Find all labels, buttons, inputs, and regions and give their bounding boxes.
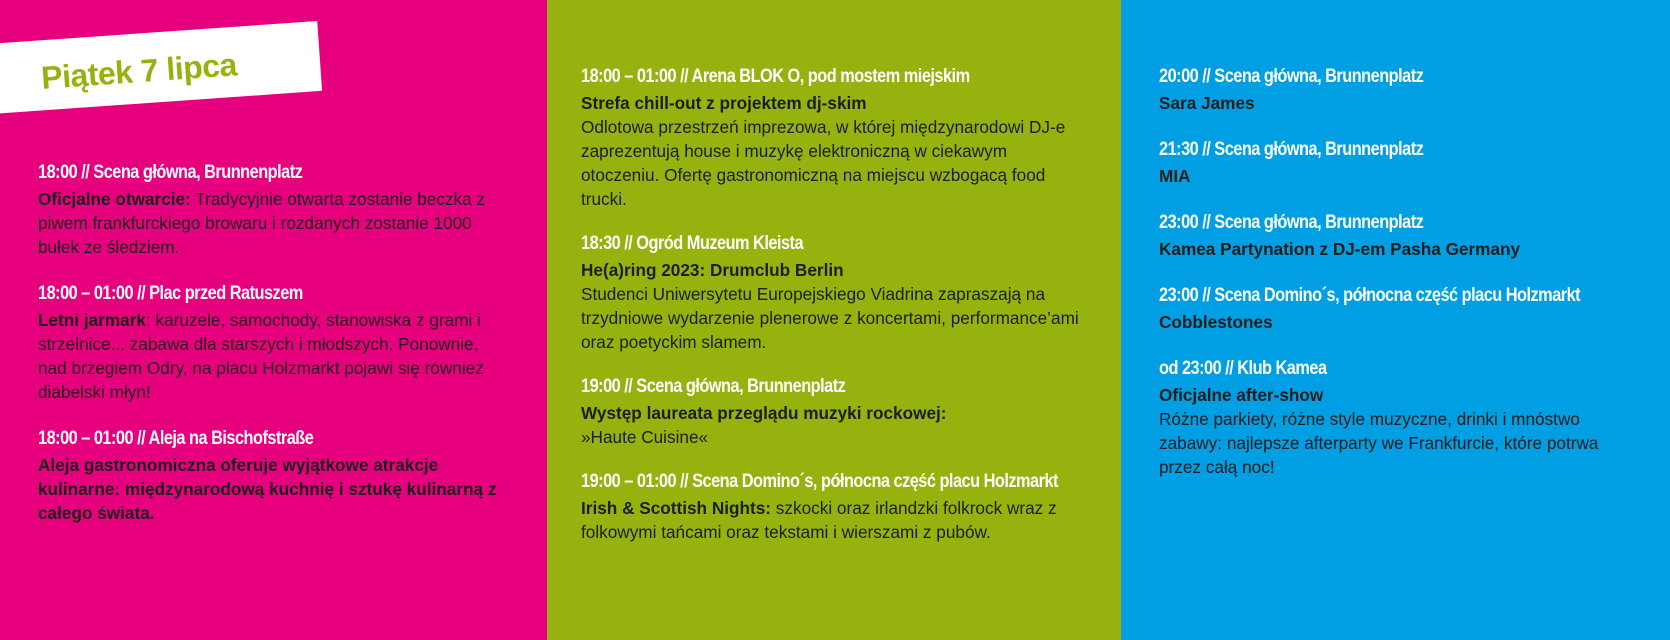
event-title: Sara James xyxy=(1159,93,1255,113)
event-item xyxy=(1159,358,1630,479)
event-time-venue: 23:00 // Scena główna, Brunnenplatz xyxy=(1159,212,1424,233)
event-text: szkocki oraz irlandzki folkrock wraz z folkowymi tańcami oraz tekstami i wierszami z pubów. xyxy=(581,498,1057,542)
event-description xyxy=(1159,237,1629,261)
event-title: MIA xyxy=(1159,166,1191,186)
event-item xyxy=(1159,212,1630,261)
event-text: Studenci Uniwersytetu Europejskiego Viadrina zapraszają na trzydniowe wydarzenie plenerowe z koncertami, performance’ami oraz poetyckim slamem. xyxy=(581,284,1079,352)
event-item xyxy=(38,283,507,404)
event-time-venue: 18:00 – 01:00 // Plac przed Ratuszem xyxy=(38,283,303,304)
event-title: Kamea Partynation z DJ-em Pasha Germany xyxy=(1159,239,1521,259)
event-item xyxy=(581,471,1081,544)
event-description xyxy=(38,308,507,404)
event-text: Tradycyjnie otwarta zostanie beczka z piwem frankfurckiego browaru i rozdanych zostanie 1000 bułek ze śledziem. xyxy=(38,189,486,257)
event-time-venue: 20:00 // Scena główna, Brunnenplatz xyxy=(1159,66,1424,87)
event-item xyxy=(1159,139,1630,188)
event-text: »Haute Cuisine« xyxy=(581,427,709,447)
event-description xyxy=(38,187,507,259)
right-events-list xyxy=(1159,66,1630,503)
event-description xyxy=(1159,310,1629,334)
event-title: Oficjalne otwarcie: xyxy=(38,189,191,209)
event-title: Letni jarmark xyxy=(38,310,146,330)
middle-column xyxy=(547,0,1121,640)
event-item xyxy=(581,66,1081,211)
event-time-venue: 18:00 – 01:00 // Arena BLOK O, pod mostem miejskim xyxy=(581,66,970,87)
event-description xyxy=(581,401,1081,449)
event-description xyxy=(38,453,507,525)
event-item xyxy=(581,233,1081,354)
event-text: Różne parkiety, różne style muzyczne, drinki i mnóstwo zabawy: najlepsze afterparty we Frankfurcie, które potrwa przez całą noc! xyxy=(1159,409,1599,477)
event-item xyxy=(1159,285,1630,334)
event-description xyxy=(581,258,1081,354)
right-column xyxy=(1121,0,1670,640)
event-time-venue: 18:00 – 01:00 // Aleja na Bischofstraße xyxy=(38,428,314,449)
event-time-venue: 23:00 // Scena Domino´s, północna część placu Holzmarkt xyxy=(1159,285,1581,306)
event-description xyxy=(1159,164,1629,188)
event-description xyxy=(581,91,1081,211)
event-title: Strefa chill-out z projektem dj-skim xyxy=(581,93,867,113)
day-title: Piątek 7 lipca xyxy=(40,46,238,96)
event-text: : karuzele, samochody, stanowiska z grami i strzelnice... zabawa dla starszych i młodszych. Ponownie, nad brzegiem Odry, na placu Holzmarkt pojawi się również diabelski młyn! xyxy=(38,310,484,402)
event-title: Oficjalne after-show xyxy=(1159,385,1324,405)
event-title: Cobblestones xyxy=(1159,312,1273,332)
event-title: Irish & Scottish Nights: xyxy=(581,498,772,518)
event-time-venue: 18:30 // Ogród Muzeum Kleista xyxy=(581,233,804,254)
event-title: He(a)ring 2023: Drumclub Berlin xyxy=(581,260,844,280)
event-time-venue: 19:00 – 01:00 // Scena Domino´s, północna część placu Holzmarkt xyxy=(581,471,1058,492)
event-item xyxy=(1159,66,1630,115)
event-title: Występ laureata przeglądu muzyki rockowej: xyxy=(581,403,947,423)
friday-column xyxy=(0,0,547,640)
event-time-venue: od 23:00 // Klub Kamea xyxy=(1159,358,1327,379)
friday-events-list xyxy=(38,162,507,549)
event-item xyxy=(38,162,507,259)
event-time-venue: 19:00 // Scena główna, Brunnenplatz xyxy=(581,376,846,397)
event-title: Aleja gastronomiczna oferuje wyjątkowe atrakcje kulinarne: międzynarodową kuchnię i sztukę kulinarną z całego świata. xyxy=(38,455,497,523)
event-description xyxy=(1159,91,1629,115)
event-time-venue: 18:00 // Scena główna, Brunnenplatz xyxy=(38,162,303,183)
event-text: Odlotowa przestrzeń imprezowa, w której międzynarodowi DJ-e zaprezentują house i muzykę elektroniczną w ciekawym otoczeniu. Ofertę gastronomiczną na miejscu wzbogacą food trucki. xyxy=(581,117,1066,209)
event-item xyxy=(581,376,1081,449)
event-time-venue: 21:30 // Scena główna, Brunnenplatz xyxy=(1159,139,1424,160)
middle-events-list xyxy=(581,66,1081,566)
event-description xyxy=(1159,383,1629,479)
event-description xyxy=(581,496,1081,544)
event-item xyxy=(38,428,507,525)
